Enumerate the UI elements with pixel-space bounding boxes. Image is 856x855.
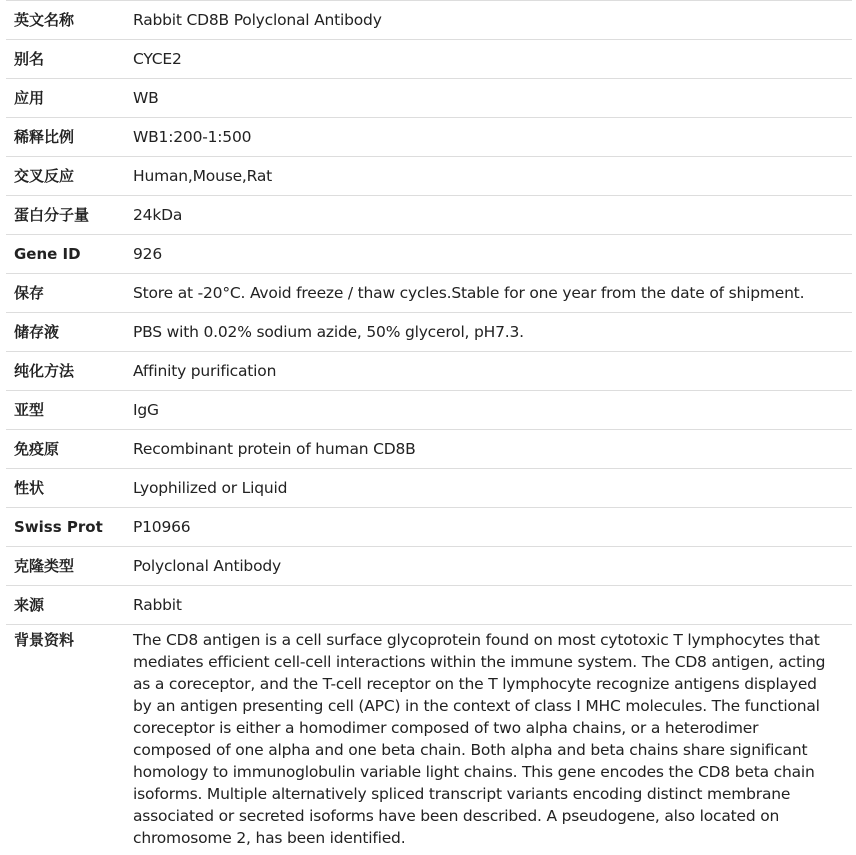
spec-label: 应用 xyxy=(14,89,45,107)
spec-label: 稀释比例 xyxy=(14,128,75,146)
spec-row-dilution xyxy=(6,118,852,157)
spec-label: 保存 xyxy=(14,284,45,302)
spec-value: Rabbit CD8B Polyclonal Antibody xyxy=(133,11,382,29)
spec-label: 纯化方法 xyxy=(14,362,75,380)
spec-label: 英文名称 xyxy=(14,11,75,29)
spec-label: 克隆类型 xyxy=(14,557,75,575)
spec-label: 性状 xyxy=(14,479,45,497)
spec-value: WB xyxy=(133,89,159,107)
spec-row-purification xyxy=(6,352,852,391)
spec-row-form xyxy=(6,469,852,508)
spec-value: 926 xyxy=(133,245,162,263)
product-spec-table xyxy=(6,0,852,849)
spec-value: CYCE2 xyxy=(133,50,182,68)
spec-row-english-name xyxy=(6,1,852,40)
spec-row-storage-buffer xyxy=(6,313,852,352)
spec-value: Rabbit xyxy=(133,596,182,614)
spec-row-storage xyxy=(6,274,852,313)
spec-row-application xyxy=(6,79,852,118)
spec-value: Affinity purification xyxy=(133,362,277,380)
spec-label: 储存液 xyxy=(14,323,60,341)
spec-label: Gene ID xyxy=(14,245,81,263)
spec-row-host xyxy=(6,586,852,625)
background-paragraph: The CD8 antigen is a cell surface glycoprotein found on most cytotoxic T lymphocytes that mediates efficient cell-cell interactions within the immune system. The CD8 antigen, acting as a coreceptor, and the T-cell receptor on the T lymphocyte recognize antigens displayed by an antigen presenting cell (APC) in the context of class I MHC molecules. The functional coreceptor is either a homodimer composed of two alpha chains, or a heterodimer composed of one alpha and one beta chain. Both alpha and beta chains share significant homology to immunoglobulin variable light chains. This gene encodes the CD8 beta chain isoforms. Multiple alternatively spliced transcript variants encoding distinct membrane associated or secreted isoforms have been described. A pseudogene, also located on chromosome 2, has been identified. xyxy=(133,631,826,847)
spec-row-molecular-weight xyxy=(6,196,852,235)
spec-value: Lyophilized or Liquid xyxy=(133,479,288,497)
spec-value: Human,Mouse,Rat xyxy=(133,167,273,185)
spec-label: 免疫原 xyxy=(14,440,60,458)
spec-label: 来源 xyxy=(14,596,45,614)
spec-value: Recombinant protein of human CD8B xyxy=(133,440,416,458)
spec-value: WB1:200-1:500 xyxy=(133,128,252,146)
spec-value: IgG xyxy=(133,401,159,419)
spec-label: 交叉反应 xyxy=(14,167,75,185)
spec-row-alias xyxy=(6,40,852,79)
spec-value: Polyclonal Antibody xyxy=(133,557,281,575)
spec-value: PBS with 0.02% sodium azide, 50% glycerol, pH7.3. xyxy=(133,323,524,341)
spec-row-immunogen xyxy=(6,430,852,469)
spec-row-swiss-prot xyxy=(6,508,852,547)
spec-label: 亚型 xyxy=(14,401,45,419)
spec-value: Store at -20°C. Avoid freeze / thaw cycles.Stable for one year from the date of shipment. xyxy=(133,284,805,302)
spec-label: 别名 xyxy=(14,50,45,68)
spec-row-background xyxy=(6,625,852,849)
spec-row-reactivity xyxy=(6,157,852,196)
spec-label: 蛋白分子量 xyxy=(14,206,90,224)
spec-value: P10966 xyxy=(133,518,191,536)
spec-value: 24kDa xyxy=(133,206,183,224)
spec-label: Swiss Prot xyxy=(14,518,103,536)
spec-row-isotype xyxy=(6,391,852,430)
spec-row-clonality xyxy=(6,547,852,586)
spec-row-gene-id xyxy=(6,235,852,274)
spec-label: 背景资料 xyxy=(14,631,75,649)
